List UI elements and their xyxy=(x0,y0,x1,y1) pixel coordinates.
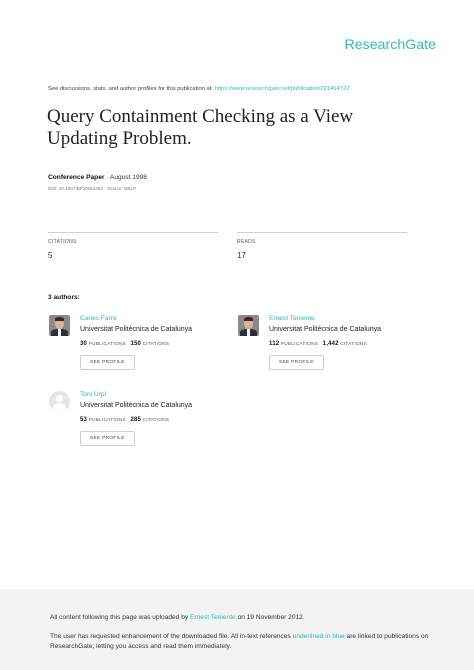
author-stats xyxy=(80,341,192,347)
citations-label: CITATIONS xyxy=(48,239,77,245)
citations-count: 285 xyxy=(130,417,142,423)
doi-line: DOI: 10.1007/BFb0054482 · Source: DBLP xyxy=(48,186,137,191)
citations-label: CITATIONS xyxy=(340,342,367,347)
author-institution: Universitat Politècnica de Catalunya xyxy=(269,326,382,333)
avatar[interactable] xyxy=(49,391,70,412)
publications-count: 30 xyxy=(80,341,88,347)
publication-notice xyxy=(48,86,448,92)
avatar[interactable] xyxy=(49,315,70,336)
citations-count: 1,442 xyxy=(322,341,339,347)
see-profile-button[interactable]: SEE PROFILE xyxy=(80,355,135,370)
author-stats xyxy=(269,341,381,347)
upload-prefix: All content following this page was uploaded by xyxy=(50,614,191,621)
citations-stat xyxy=(48,232,218,260)
publications-label: PUBLICATIONS xyxy=(88,342,126,347)
citations-label: CITATIONS xyxy=(142,342,170,347)
author-name-link[interactable]: Toni Urpí xyxy=(80,391,107,398)
author-name-link[interactable]: Ernest Teniente xyxy=(269,315,315,322)
author-institution: Universitat Politècnica de Catalunya xyxy=(80,402,193,409)
paper-type-line xyxy=(48,174,147,181)
publications-count: 112 xyxy=(269,341,280,347)
upload-note xyxy=(50,613,440,623)
notice-prefix: See discussions, stats, and author profiles for this publication at: xyxy=(48,86,215,92)
uploader-link[interactable]: Ernest Teniente xyxy=(190,614,236,621)
citations-value: 5 xyxy=(48,251,53,260)
reads-value: 17 xyxy=(237,251,246,260)
underlined-link[interactable]: underlined in blue xyxy=(292,633,345,640)
publication-url-link[interactable]: https://www.researchgate.net/publication/221464722 xyxy=(214,86,350,92)
see-profile-button[interactable]: SEE PROFILE xyxy=(269,355,324,370)
reads-label: READS xyxy=(237,239,256,245)
footer xyxy=(0,589,474,670)
citations-label: CITATIONS xyxy=(142,418,170,423)
upload-suffix: on 19 November 2012. xyxy=(235,614,305,621)
paper-date: · August 1998 xyxy=(104,174,147,181)
researchgate-logo[interactable]: ResearchGate xyxy=(344,36,436,52)
enhancement-note xyxy=(50,632,440,652)
author-stats xyxy=(80,417,192,423)
paper-type: Conference Paper xyxy=(48,174,105,181)
reads-stat xyxy=(237,232,407,260)
publications-label: PUBLICATIONS xyxy=(88,418,126,423)
paper-title: Query Containment Checking as a View Updating Problem. xyxy=(47,106,354,149)
author-name-link[interactable]: Carles Farré xyxy=(80,315,117,322)
note-suffix: are linked to publications on ResearchGate, letting you access and read them immediately. xyxy=(50,633,429,650)
authors-header: 3 authors: xyxy=(48,294,80,301)
note-prefix: The user has requested enhancement of the downloaded file. All in-text references xyxy=(50,633,293,640)
see-profile-button[interactable]: SEE PROFILE xyxy=(80,431,135,446)
avatar[interactable] xyxy=(238,315,259,336)
citations-count: 150 xyxy=(130,341,142,347)
publications-label: PUBLICATIONS xyxy=(280,342,319,347)
author-institution: Universitat Politècnica de Catalunya xyxy=(80,326,193,333)
publications-count: 53 xyxy=(80,417,88,423)
